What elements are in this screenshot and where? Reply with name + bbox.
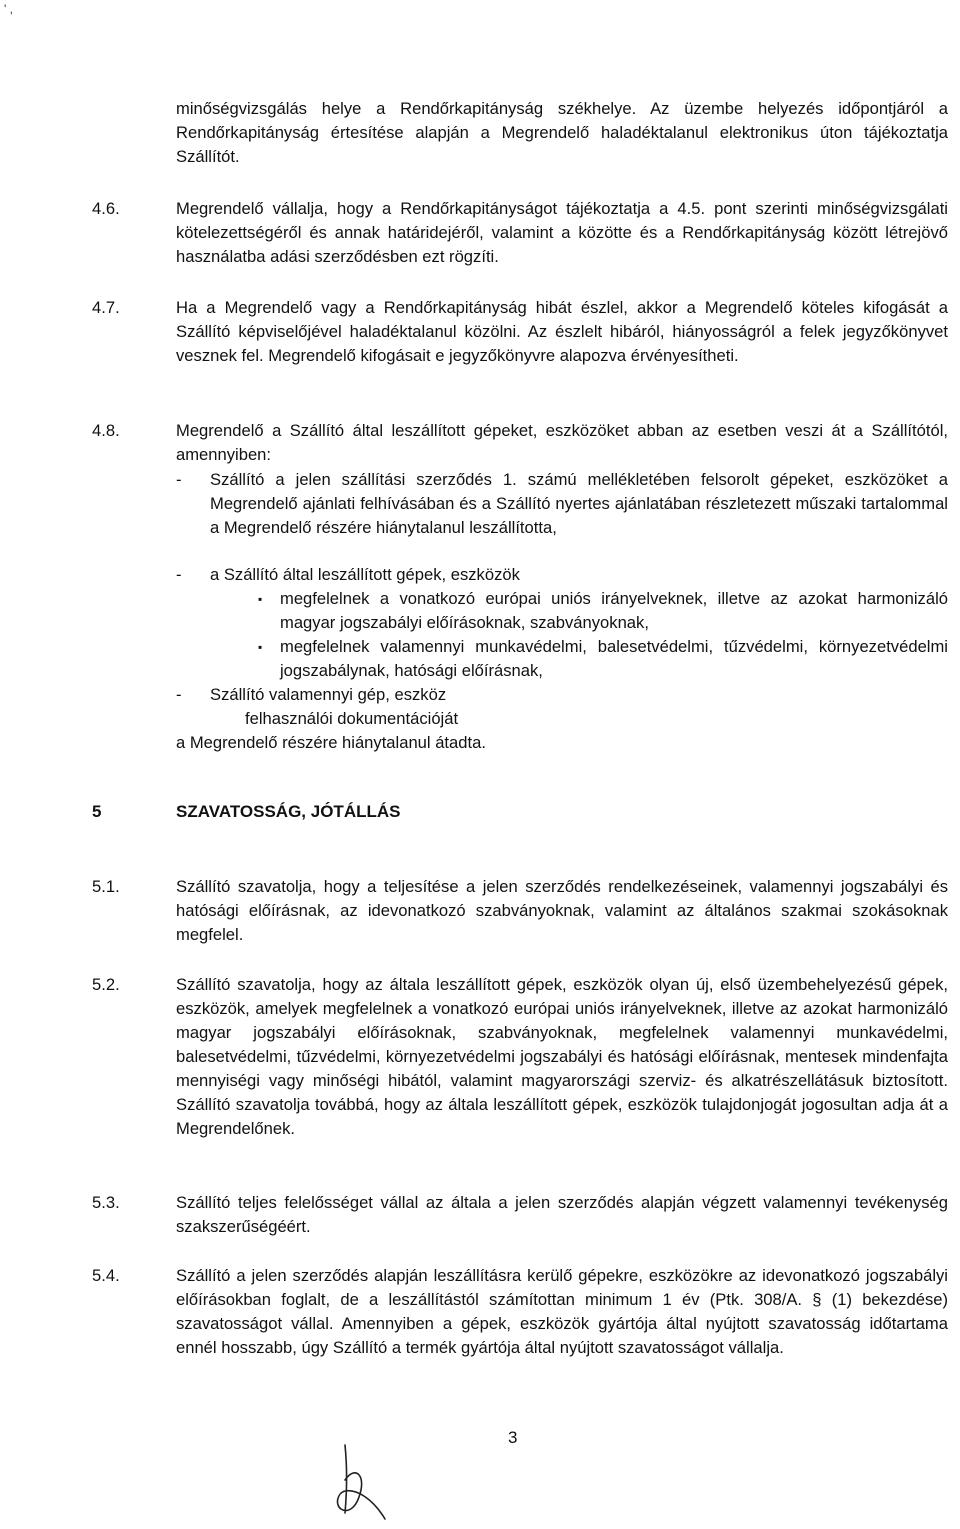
sub-item-1: megfelelnek a vonatkozó európai uniós irányelveknek, illetve az azokat harmonizáló magyar jogszabályi előírásoknak, szabványoknak, xyxy=(280,589,948,632)
section-4-8-number: 4.8. xyxy=(92,421,120,440)
section-4-7-text: Ha a Megrendelő vagy a Rendőrkapitányság hibát észlel, akkor a Megrendelő köteles kifogását a Szállító képviselőjével haladéktalanul közölni. Az észlelt hibáról, hiányosságról a felek jegyzőkönyvet vesznek fel. Megrendelő kifogásait e jegyzőkönyvre alapozva érvényesítheti. xyxy=(176,298,948,365)
list-item-2: a Szállító által leszállított gépek, eszközök xyxy=(210,565,520,584)
section-5-number: 5 xyxy=(92,802,102,821)
bullet-icon: ▪ xyxy=(258,640,263,654)
list-dash: - xyxy=(176,565,182,584)
handwritten-initials xyxy=(315,1435,405,1525)
section-5-3-text: Szállító teljes felelősséget vállal az általa a jelen szerződés alapján végzett valamennyi tevékenység szakszerűségéért. xyxy=(176,1193,948,1236)
section-5-title: SZAVATOSSÁG, JÓTÁLLÁS xyxy=(176,802,401,821)
page-number: 3 xyxy=(508,1428,518,1447)
list-closing: a Megrendelő részére hiánytalanul átadta. xyxy=(176,733,486,752)
section-4-6-number: 4.6. xyxy=(92,199,120,218)
bullet-icon: ▪ xyxy=(258,592,263,606)
section-5-4-text: Szállító a jelen szerződés alapján leszállításra kerülő gépekre, eszközökre az idevonatkozó jogszabályi előírásokban foglalt, de a leszállítástól számítottan minimum 1 év (Ptk. 308/A. § (1) bekezdése) szavatosságot vállal. Amennyiben a gépek, eszközök gyártója által nyújtott szavatosság időtartama ennél hosszabb, úgy Szállító a termék gyártója által nyújtott szavatosságot vállalja. xyxy=(176,1266,948,1357)
section-5-1-number: 5.1. xyxy=(92,877,120,896)
section-5-2-number: 5.2. xyxy=(92,975,120,994)
intro-paragraph: minőségvizsgálás helye a Rendőrkapitányság székhelye. Az üzembe helyezés időpontjáról a Rendőrkapitányság értesítése alapján a Megrendelő haladéktalanul elektronikus úton tájékoztatja Szállítót. xyxy=(176,99,948,166)
section-5-2-text: Szállító szavatolja, hogy az általa leszállított gépek, eszközök olyan új, első üzembehelyezésű gépek, eszközök, amelyek megfelelnek a vonatkozó európai uniós irányelveknek, illetve az azokat harmonizáló magyar jogszabályi előírásoknak, szabványoknak, megfelelnek valamennyi munkavédelmi, balesetvédelmi, tűzvédelmi, környezetvédelmi jogszabályi és hatósági előírásnak, mentesek mindenfajta mennyiségi vagy minőségi hibától, valamint magyarországi szerviz- és alkatrészellátásuk biztosított. Szállító szavatolja továbbá, hogy az általa leszállított gépek, eszközök tulajdonjogát jogosultan adja át a Megrendelőnek. xyxy=(176,975,948,1138)
section-5-4-number: 5.4. xyxy=(92,1266,120,1285)
list-dash: - xyxy=(176,470,182,489)
list-item-3-line1: Szállító valamennyi gép, eszköz xyxy=(210,685,447,704)
section-4-8-text: Megrendelő a Szállító által leszállított gépeket, eszközöket abban az esetben veszi át a Szállítótól, amennyiben: xyxy=(176,421,948,464)
list-item-1: Szállító a jelen szállítási szerződés 1. számú mellékletében felsorolt gépeket, eszközöket a Megrendelő ajánlati felhívásában és a Szállító nyertes ajánlatában részletezett műszaki tartalommal a Megrendelő részére hiánytalanul leszállította, xyxy=(210,470,948,537)
section-4-7-number: 4.7. xyxy=(92,298,120,317)
list-dash: - xyxy=(176,685,182,704)
scan-marks: ' , xyxy=(4,2,13,16)
section-4-6-text: Megrendelő vállalja, hogy a Rendőrkapitányságot tájékoztatja a 4.5. pont szerinti minőségvizsgálati kötelezettségéről és annak határidejéről, valamint a közötte és a Rendőrkapitányság között létrejövő használatba adási szerződésben ezt rögzíti. xyxy=(176,199,948,266)
sub-item-2: megfelelnek valamennyi munkavédelmi, balesetvédelmi, tűzvédelmi, környezetvédelmi jogszabálynak, hatósági előírásnak, xyxy=(280,637,948,680)
section-5-3-number: 5.3. xyxy=(92,1193,120,1212)
section-5-1-text: Szállító szavatolja, hogy a teljesítése a jelen szerződés rendelkezéseinek, valamennyi jogszabályi és hatósági előírásnak, az idevonatkozó szabványoknak, valamint az általános szakmai szokásoknak megfelel. xyxy=(176,877,948,944)
list-item-3-line2: felhasználói dokumentációját xyxy=(245,709,459,728)
